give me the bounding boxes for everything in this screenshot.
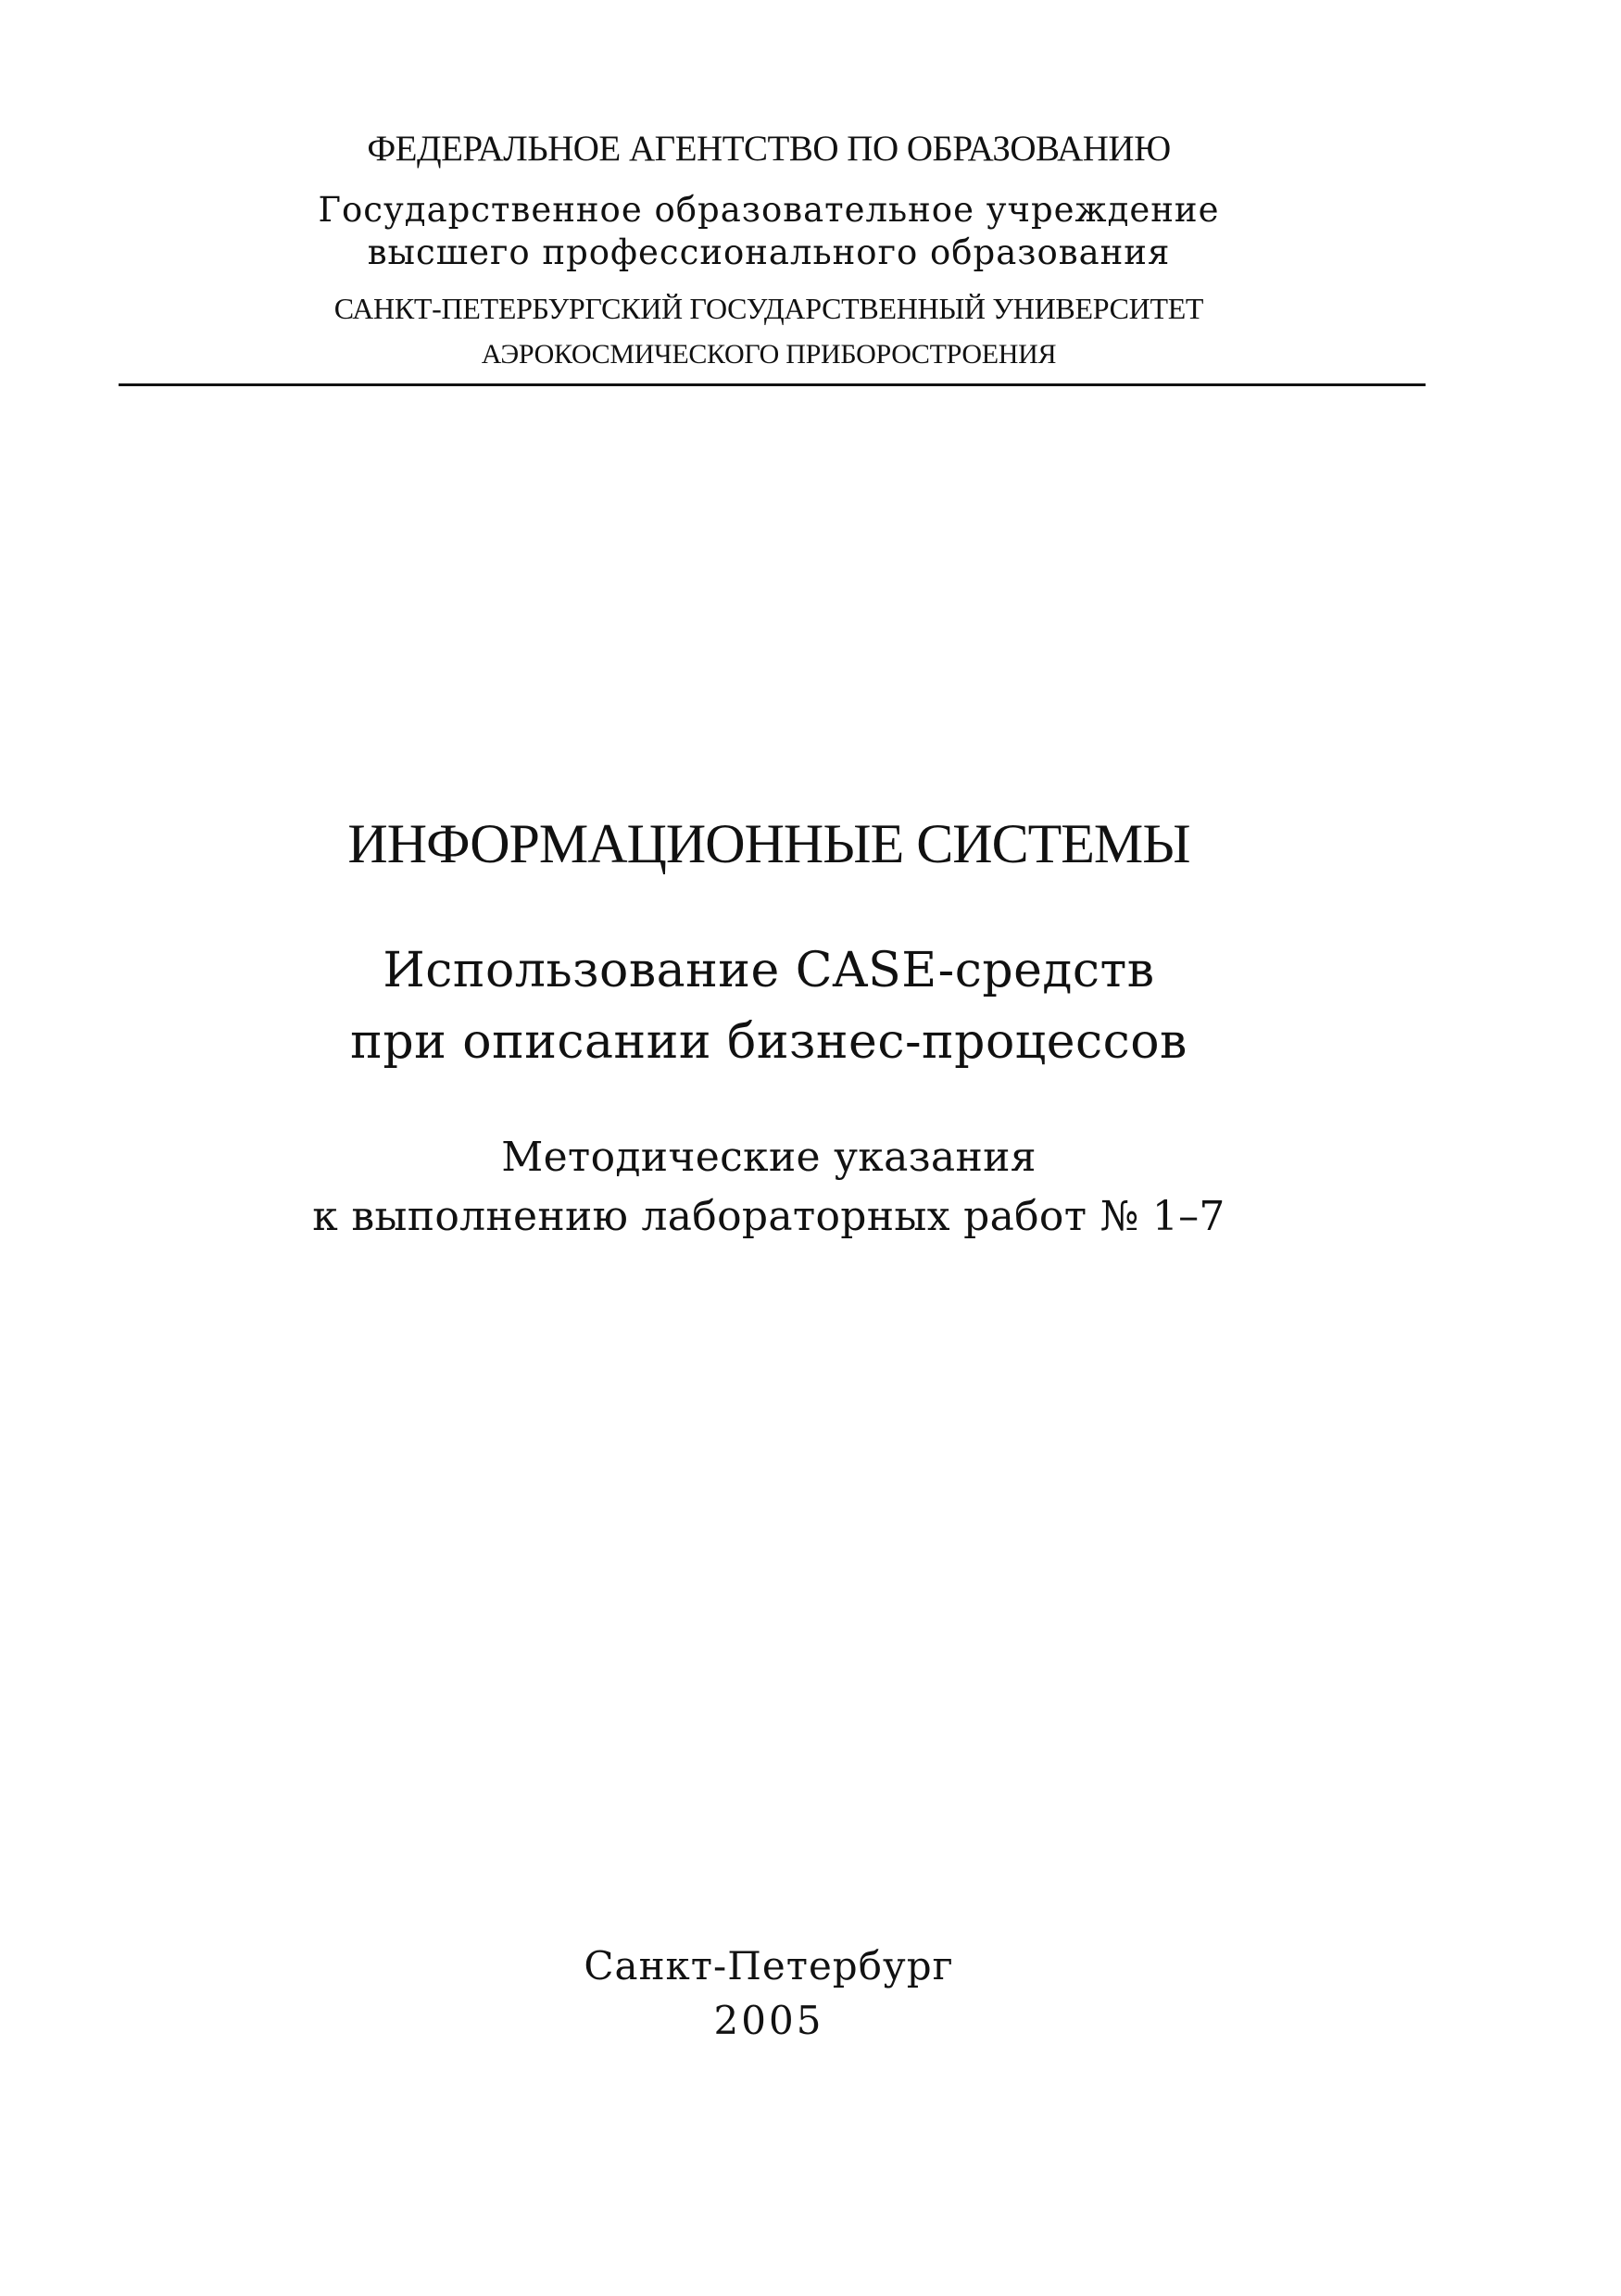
document-subtitle-line-2: при описании бизнес-процессов [350,1014,1187,1070]
institution-type-line-1: Государственное образовательное учреждение [318,190,1220,230]
agency-name: ФЕДЕРАЛЬНОЕ АГЕНТСТВО ПО ОБРАЗОВАНИЮ [367,129,1171,169]
document-genre-line-2: к выполнению лабораторных работ № 1–7 [312,1193,1225,1240]
institution-type-line-2: высшего профессионального образования [367,232,1171,272]
document-genre-line-1: Методические указания [501,1134,1037,1181]
publication-city: Санкт-Петербург [584,1943,954,1989]
document-subtitle-line-1: Использование CASE-средств [383,943,1155,998]
header-divider [119,383,1426,386]
university-name-line-2: АЭРОКОСМИЧЕСКОГО ПРИБОРОСТРОЕНИЯ [481,339,1057,370]
document-title: ИНФОРМАЦИОННЫЕ СИСТЕМЫ [347,813,1190,874]
university-name-line-1: САНКТ-ПЕТЕРБУРГСКИЙ ГОСУДАРСТВЕННЫЙ УНИВЕРСИТЕТ [333,292,1204,325]
publication-year: 2005 [713,1998,824,2043]
